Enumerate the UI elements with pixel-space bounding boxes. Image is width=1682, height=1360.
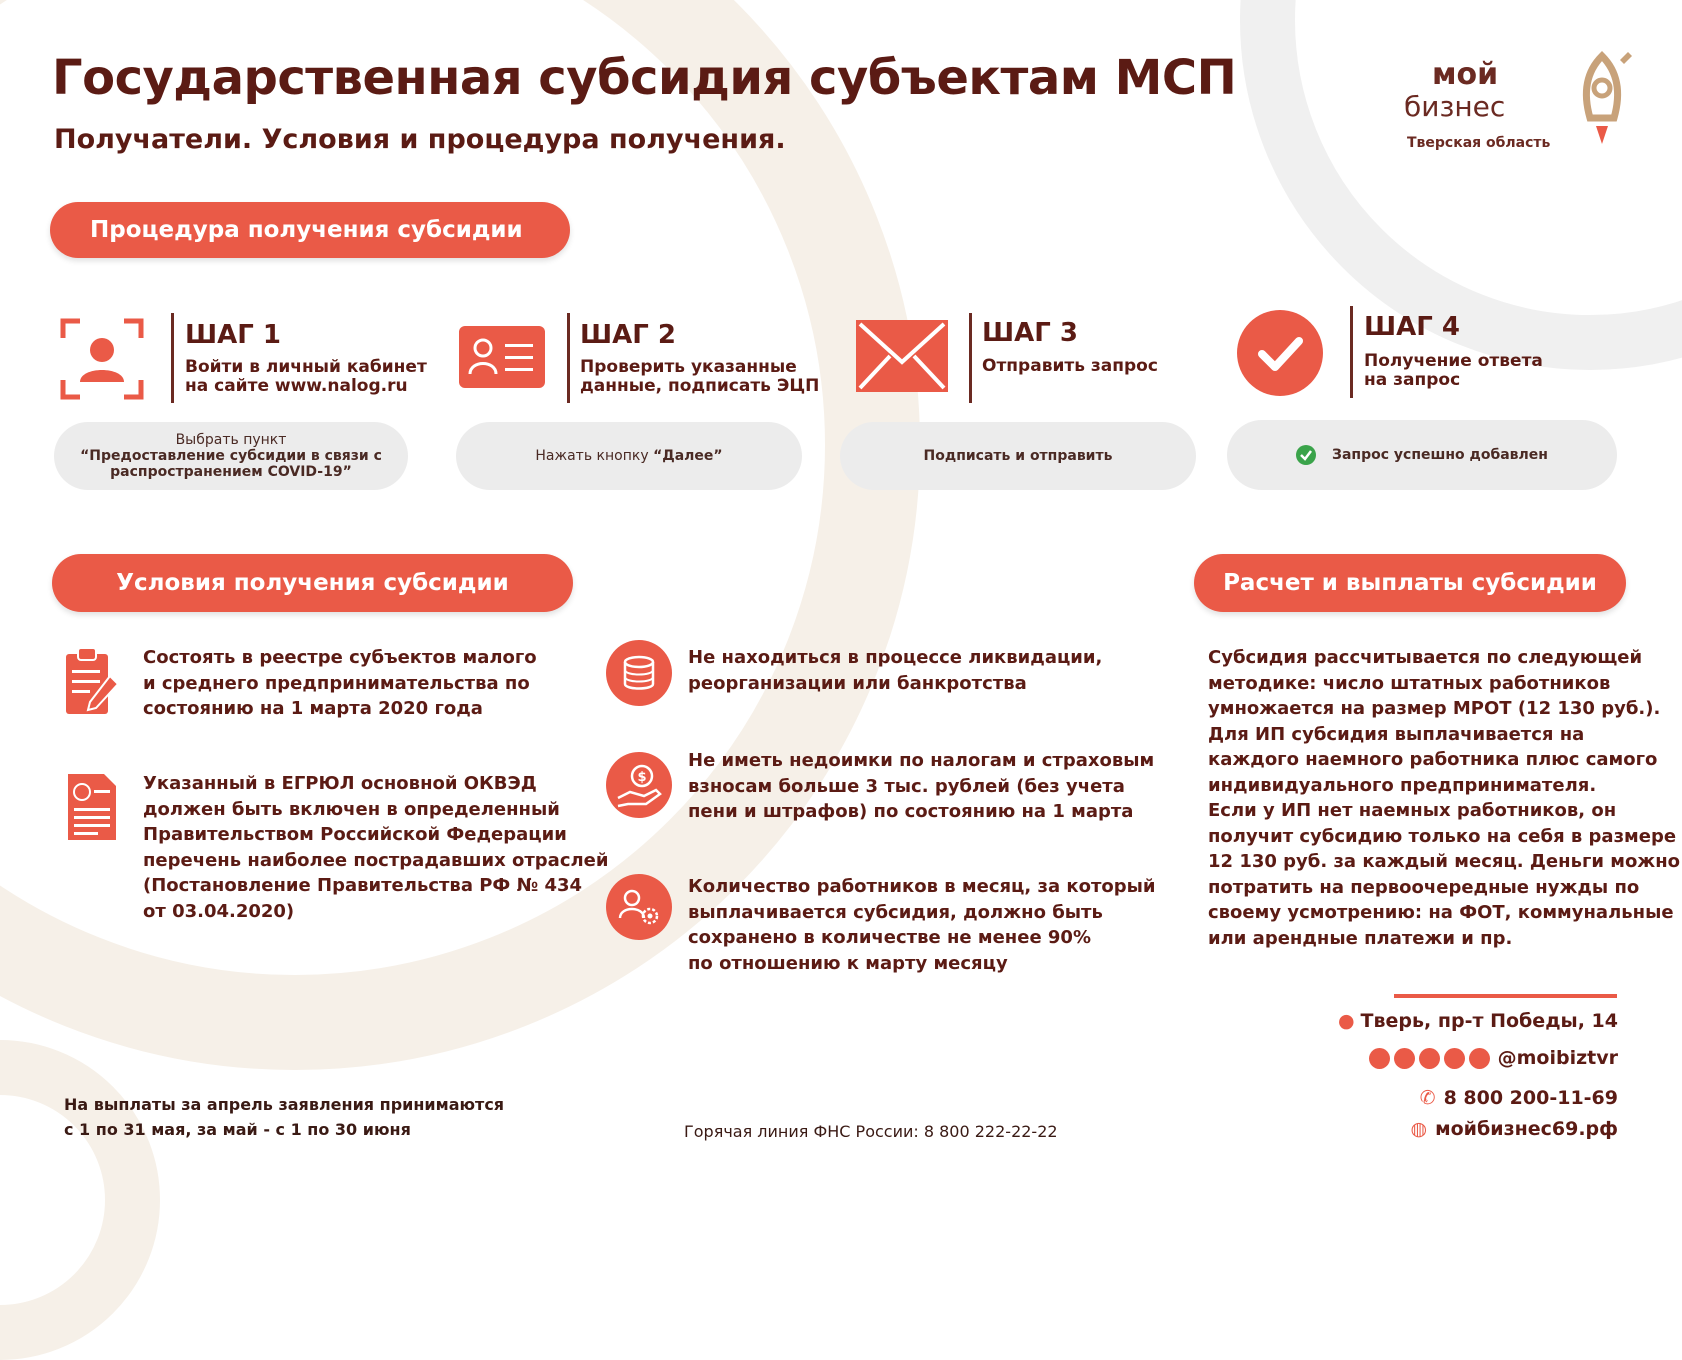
address: ● Тверь, пр-т Победы, 14 bbox=[1337, 1010, 1618, 1032]
page-title: Государственная субсидия субъектам МСП bbox=[52, 50, 1237, 106]
phone[interactable]: ✆ 8 800 200-11-69 bbox=[1419, 1087, 1618, 1109]
section-calculation-label: Расчет и выплаты субсидии bbox=[1223, 570, 1597, 596]
step-2-divider bbox=[567, 313, 570, 403]
step-4-text: Получение ответа на запрос bbox=[1364, 351, 1543, 390]
page-subtitle: Получатели. Условия и процедура получения. bbox=[54, 124, 786, 155]
success-check-icon bbox=[1296, 445, 1316, 465]
youtube-icon[interactable] bbox=[1394, 1048, 1415, 1069]
coins-icon bbox=[606, 640, 672, 706]
phone-icon: ✆ bbox=[1419, 1087, 1436, 1109]
svg-text:$: $ bbox=[637, 770, 647, 785]
step-2-text: Проверить указанные данные, подписать ЭЦП bbox=[580, 357, 820, 396]
step-1-hint: Выбрать пункт “Предоставление субсидии в связи с распространением COVID-19” bbox=[54, 422, 408, 490]
fns-hotline: Горячая линия ФНС России: 8 800 222-22-22 bbox=[684, 1122, 1058, 1141]
step-1-text: Войти в личный кабинет на сайте www.nalog.ru bbox=[185, 357, 427, 396]
step-4-hint: Запрос успешно добавлен bbox=[1227, 420, 1617, 490]
website-link[interactable]: ◍ мойбизнес69.рф bbox=[1410, 1118, 1618, 1140]
background-arc-bottom-left bbox=[0, 1040, 160, 1360]
condition-4-text: Не иметь недоимки по налогам и страховым взносам больше 3 тыс. рублей (без учета пени и штрафов) по состоянию на 1 марта bbox=[688, 750, 1155, 822]
step-3-text: Отправить запрос bbox=[982, 356, 1158, 376]
logo-word-biznes: бизнес bbox=[1404, 90, 1506, 123]
certificate-document-icon bbox=[66, 772, 118, 842]
id-card-icon bbox=[459, 326, 545, 388]
section-calculation-header bbox=[1194, 554, 1626, 612]
condition-2-text: Указанный в ЕГРЮЛ основной ОКВЭД должен быть включен в определенный Правительством Российской Федерации перечень наиболее пострадавших отраслей (Постановление Правительства РФ № 434 от 03.04.2020) bbox=[143, 773, 609, 922]
step-2-title: ШАГ 2 bbox=[580, 320, 676, 350]
section-procedure-header bbox=[50, 202, 570, 258]
step-1-divider bbox=[171, 313, 174, 403]
instagram-icon[interactable] bbox=[1469, 1048, 1490, 1069]
logo-region: Тверская область bbox=[1407, 135, 1551, 151]
envelope-icon bbox=[856, 320, 948, 392]
section-procedure-label: Процедура получения субсидии bbox=[90, 217, 523, 243]
social-handle[interactable]: @moibiztvr bbox=[1369, 1047, 1618, 1069]
section-conditions-header bbox=[52, 554, 573, 612]
step-2-hint: Нажать кнопку “Далее” bbox=[456, 422, 802, 490]
step-1-title: ШАГ 1 bbox=[185, 320, 281, 350]
contacts-divider bbox=[1394, 994, 1617, 998]
section-conditions-label: Условия получения субсидии bbox=[116, 570, 509, 596]
step-4-divider bbox=[1350, 306, 1353, 398]
location-pin-icon: ● bbox=[1337, 1010, 1355, 1032]
clipboard-pen-icon bbox=[64, 646, 120, 718]
step-4-title: ШАГ 4 bbox=[1364, 312, 1460, 342]
step-3-hint: Подписать и отправить bbox=[840, 422, 1196, 490]
step-3-title: ШАГ 3 bbox=[982, 318, 1078, 348]
rocket-logo-icon bbox=[1568, 48, 1640, 152]
team-gear-icon bbox=[606, 874, 672, 940]
money-hand-icon bbox=[606, 752, 672, 818]
condition-5-text: Количество работников в месяц, за который выплачивается субсидия, должно быть сохранено в количестве не менее 90% по отношению к марту месяцу bbox=[688, 876, 1156, 974]
checkmark-circle-icon bbox=[1237, 310, 1323, 396]
condition-3-text: Не находиться в процессе ликвидации, реорганизации или банкротства bbox=[688, 647, 1103, 694]
facebook-icon[interactable] bbox=[1444, 1048, 1465, 1069]
deadline-note: На выплаты за апрель заявления принимаются с 1 по 31 мая, за май - с 1 по 30 июня bbox=[64, 1095, 505, 1139]
telegram-icon[interactable] bbox=[1369, 1048, 1390, 1069]
step-3-divider bbox=[969, 313, 972, 403]
logo-word-moy: мой bbox=[1432, 57, 1499, 92]
user-scan-icon bbox=[60, 318, 144, 400]
calculation-text: Субсидия рассчитывается по следующей методике: число штатных работников умножается на размер МРОТ (12 130 руб.). Для ИП субсидия выплачивается на каждого наемного работника плюс самого индивидуального предпринимателя. Если у ИП нет наемных работников, он получит субсидию только на себя в размере 12 130 руб. за каждый месяц. Деньги можно потратить на первоочередные нужды по своему усмотрению: на ФОТ, коммунальные или арендные платежи и пр. bbox=[1208, 647, 1681, 949]
vk-icon[interactable] bbox=[1419, 1048, 1440, 1069]
condition-1-text: Состоять в реестре субъектов малого и среднего предпринимательства по состоянию на 1 марта 2020 года bbox=[143, 647, 537, 719]
globe-icon: ◍ bbox=[1410, 1118, 1428, 1140]
